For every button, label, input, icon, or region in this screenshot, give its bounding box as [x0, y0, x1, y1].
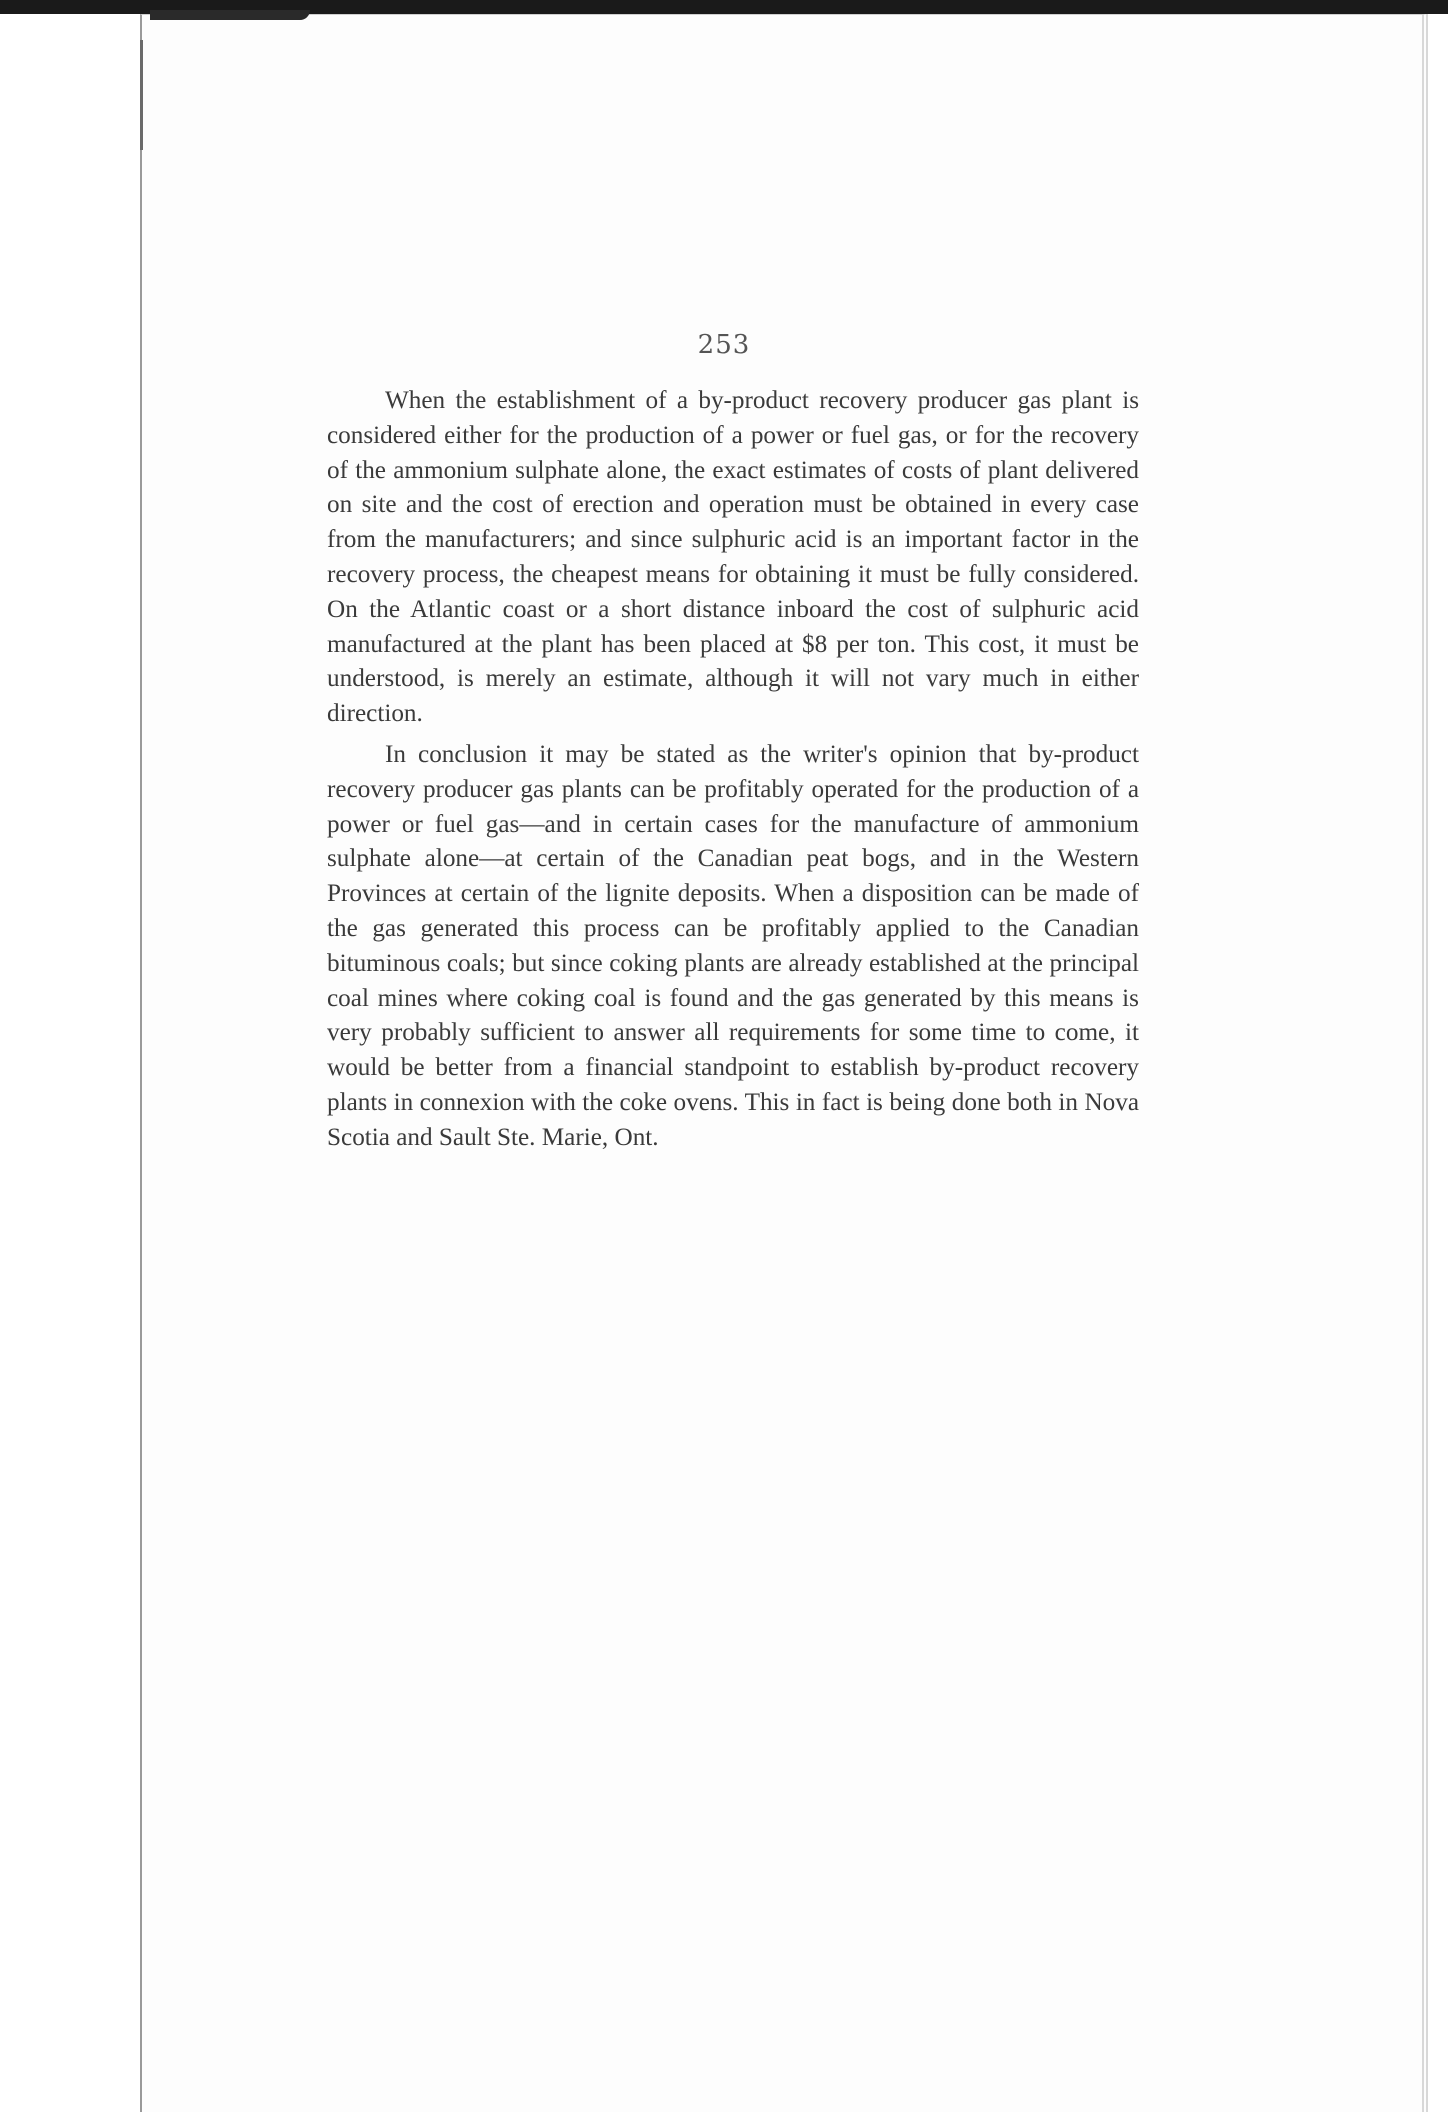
page-number: 253 [697, 330, 751, 360]
body-text [327, 384, 1139, 1156]
left-margin [0, 14, 138, 2112]
paragraph-conclusion: In conclusion it may be stated as the writer's opinion that by-product recovery producer gas plants can be profitably operated for the production of a power or fuel gas—and in certain cases for the manufacture of ammonium sulphate alone—at certain of the Canadian peat bogs, and in the Western Provinces at certain of the lignite deposits. When a disposition can be made of the gas generated this process can be profitably applied to the Canadian bituminous coals; but since coking plants are already established at the principal coal mines where coking coal is found and the gas generated by this means is very probably sufficient to answer all requirements for some time to come, it would be better from a financial standpoint to establish by-product recovery plants in connexion with the coke ovens. This in fact is being done both in Nova Scotia and Sault Ste. Marie, Ont. [327, 740, 1139, 1151]
paragraph-establishment-costs: When the establishment of a by-product recovery producer gas plant is considered either for the production of a power or fuel gas, or for the recovery of the ammonium sulphate alone, the exact estimates of costs of plant delivered on site and the cost of erection and operation must be obtained in every case from the manufacturers; and since sulphuric acid is an important factor in the recovery process, the cheapest means for obtaining it must be fully considered. On the Atlantic coast or a short distance inboard the cost of sulphuric acid manufactured at the plant has been placed at $8 per ton. This cost, it must be understood, is merely an estimate, although it will not vary much in either direction. [327, 387, 1139, 728]
binding-edge-mark [140, 40, 143, 150]
scan-corner-shadow [150, 10, 310, 20]
